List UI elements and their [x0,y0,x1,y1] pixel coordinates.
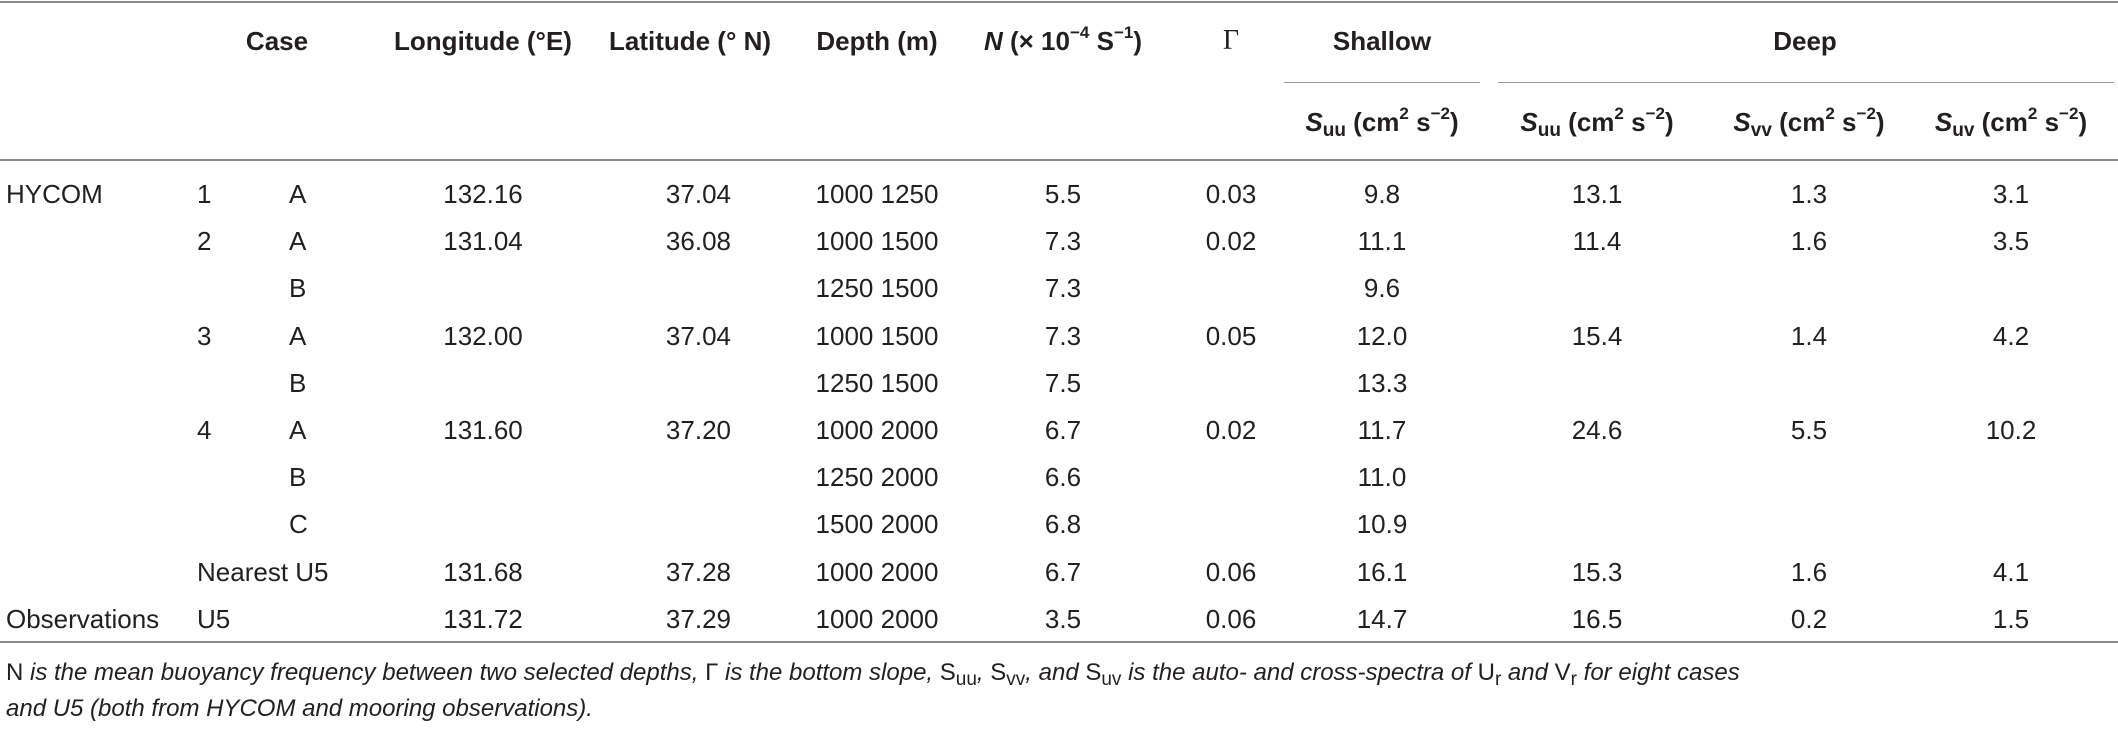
table-cell-depth: 1000 2000 [815,415,939,445]
deep-underline [1498,82,2114,83]
table-cell-group: Observations [6,604,160,634]
table-cell-lat: 37.20 [665,415,731,445]
table-cell-suu: 15.3 [1571,557,1623,587]
table-cell-depth: 1250 1500 [815,273,939,303]
table-cell-gamma: 0.05 [1205,321,1257,351]
table-cell-n: 7.3 [1044,226,1082,256]
table-cell-svv: 5.5 [1790,415,1828,445]
table-footnote-line-2: and U5 (both from HYCOM and mooring observations). [6,695,593,722]
table-cell-svv: 1.6 [1790,557,1828,587]
table-cell-shallow: 11.7 [1357,415,1407,445]
table-cell-num: Nearest U5 [197,557,329,587]
header-longitude: Longitude (°E) [394,26,572,56]
table-bottom-rule [0,641,2118,643]
table-cell-suu: 11.4 [1572,226,1622,256]
table-cell-depth: 1250 2000 [815,462,939,492]
table-cell-depth: 1000 2000 [815,604,939,634]
table-cell-sub: B [289,273,307,303]
table-cell-lon: 131.68 [443,557,523,587]
header-depth: Depth (m) [816,26,938,56]
table-footnote-line-1: N is the mean buoyancy frequency between two selected depths, Γ is the bottom slope, $S_{uu}$, $S_{vv}$, and $S_{uv}$ is the auto- and cross-spectra of $U_r$ and $V_r$ for eight cases [6,659,1740,690]
header-shallow: Shallow [1332,26,1432,56]
table-cell-gamma: 0.02 [1205,226,1257,256]
table-cell-n: 7.5 [1044,368,1082,398]
table-cell-lat: 36.08 [665,226,731,256]
table-cell-suv: 4.2 [1992,321,2030,351]
table-cell-lon: 131.60 [443,415,523,445]
header-shallow-suu: $S_{uu}$ ($cm^2$ $s^{-2}$) [1305,104,1459,141]
table-cell-depth: 1000 1500 [815,226,939,256]
table-cell-svv: 0.2 [1790,604,1828,634]
table-cell-lat: 37.04 [665,179,731,209]
table-cell-svv: 1.6 [1790,226,1828,256]
shallow-underline [1284,82,1480,83]
header-buoyancy-frequency: N (× $10^{-4}$ $S^{-1}$) [983,23,1143,56]
header-latitude: Latitude (° N) [608,26,772,56]
table-cell-gamma: 0.03 [1205,179,1257,209]
table-cell-svv: 1.4 [1790,321,1828,351]
table-cell-shallow: 9.8 [1363,179,1401,209]
table-cell-depth: 1500 2000 [815,509,939,539]
table-cell-suu: 24.6 [1571,415,1623,445]
table-cell-depth: 1000 1500 [815,321,939,351]
table-cell-n: 6.8 [1044,509,1082,539]
table-cell-shallow: 11.1 [1357,226,1407,256]
table-cell-n: 6.7 [1044,415,1082,445]
header-gamma: Γ [1222,25,1240,56]
header-bottom-rule [0,159,2118,161]
table-cell-sub: A [289,179,307,209]
table-top-rule [0,1,2118,3]
table-cell-lon: 132.00 [443,321,523,351]
table-cell-num: 3 [197,321,212,351]
table-cell-num: U5 [197,604,231,634]
table-cell-sub: A [289,321,307,351]
table-cell-suv: 3.1 [1992,179,2030,209]
table-cell-svv: 1.3 [1790,179,1828,209]
table-cell-suv: 4.1 [1992,557,2030,587]
table-cell-suu: 15.4 [1571,321,1623,351]
header-case: Case [245,26,309,56]
table-cell-lon: 131.04 [443,226,523,256]
table-cell-lat: 37.29 [665,604,731,634]
table-cell-num: 2 [197,226,212,256]
table-cell-shallow: 11.0 [1357,462,1407,492]
table-cell-n: 6.6 [1044,462,1082,492]
table-cell-n: 7.3 [1044,321,1082,351]
table-cell-num: 1 [197,179,212,209]
table-cell-suu: 13.1 [1571,179,1623,209]
table-cell-suu: 16.5 [1571,604,1623,634]
table-cell-sub: B [289,462,307,492]
table-cell-lon: 132.16 [443,179,523,209]
table-cell-sub: A [289,226,307,256]
table-cell-shallow: 9.6 [1363,273,1401,303]
header-deep-suv: $S_{uv}$ ($cm^2$ $s^{-2}$) [1934,104,2088,141]
table-cell-n: 5.5 [1044,179,1082,209]
table-cell-suv: 3.5 [1992,226,2030,256]
table-cell-gamma: 0.06 [1205,604,1257,634]
table-cell-shallow: 10.9 [1356,509,1408,539]
table-cell-group: HYCOM [6,179,103,209]
table-cell-depth: 1000 1250 [815,179,939,209]
table-cell-gamma: 0.02 [1205,415,1257,445]
header-deep-suu: $S_{uu}$ ($cm^2$ $s^{-2}$) [1520,104,1674,141]
table-cell-sub: A [289,415,307,445]
table-cell-shallow: 14.7 [1356,604,1408,634]
table-cell-sub: B [289,368,307,398]
table-cell-sub: C [289,509,308,539]
table-cell-suv: 10.2 [1985,415,2037,445]
table-cell-num: 4 [197,415,212,445]
table-cell-lat: 37.28 [665,557,731,587]
table-cell-depth: 1000 2000 [815,557,939,587]
table-cell-lon: 131.72 [443,604,523,634]
table-cell-shallow: 13.3 [1356,368,1408,398]
table-cell-gamma: 0.06 [1205,557,1257,587]
table-cell-shallow: 16.1 [1356,557,1408,587]
table-cell-shallow: 12.0 [1356,321,1408,351]
table-cell-n: 3.5 [1044,604,1082,634]
header-deep-svv: $S_{vv}$ ($cm^2$ $s^{-2}$) [1733,104,1885,141]
table-cell-n: 6.7 [1044,557,1082,587]
header-deep: Deep [1773,26,1837,56]
table-cell-suv: 1.5 [1992,604,2030,634]
table-cell-lat: 37.04 [665,321,731,351]
table-cell-n: 7.3 [1044,273,1082,303]
table-cell-depth: 1250 1500 [815,368,939,398]
